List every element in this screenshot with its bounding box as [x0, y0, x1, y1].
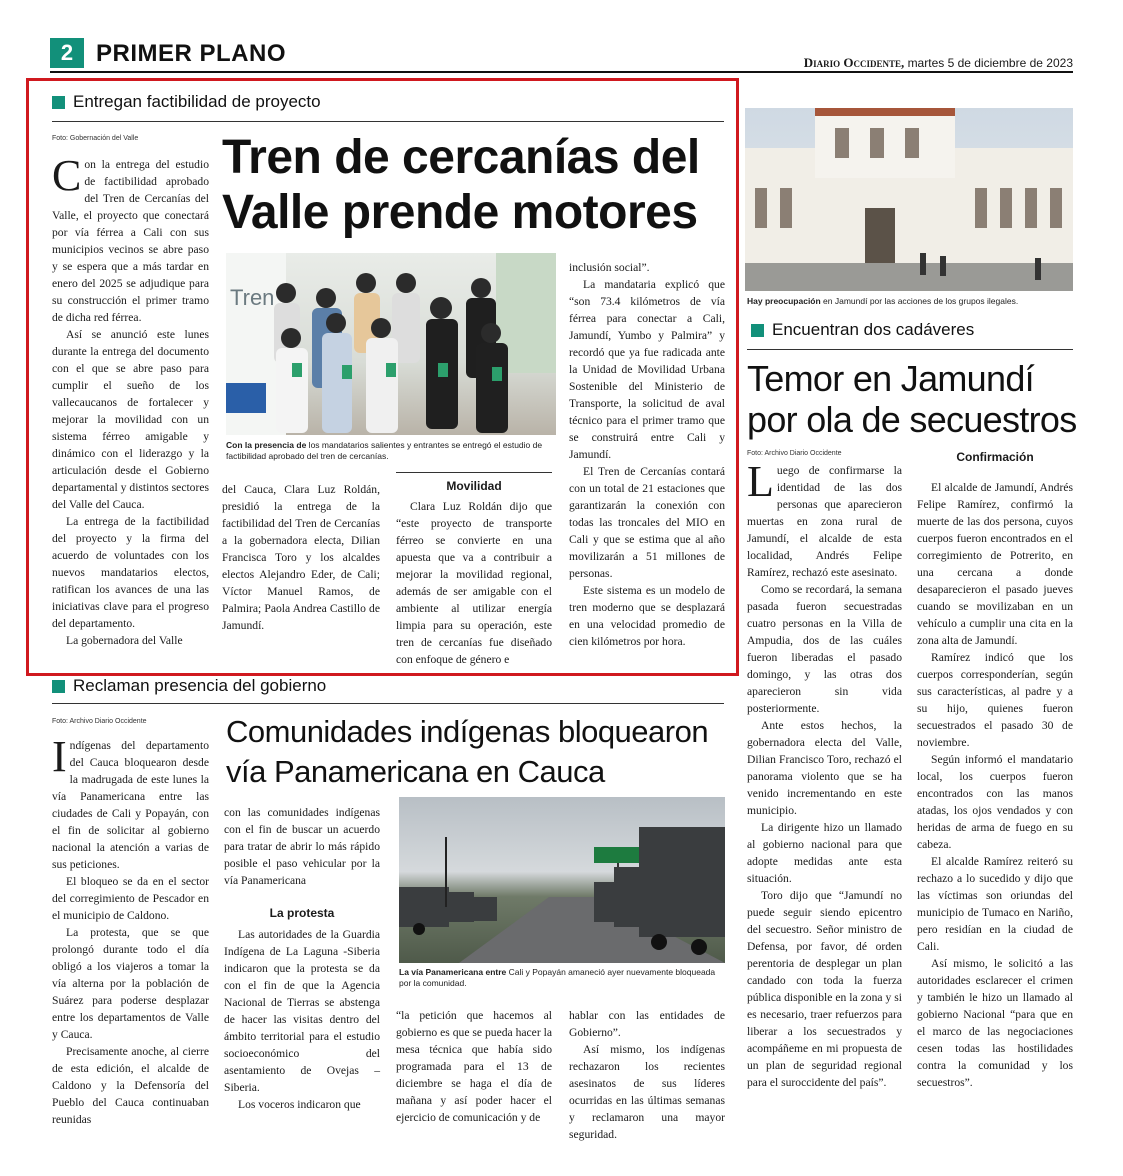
story2-rule — [747, 349, 1073, 350]
story3-col4-p2: Así mismo, los indígenas rechazaron los recientes asesinatos de sus líderes ocurridas en las últimas semanas y reclamaron una mayor seguridad. — [569, 1043, 725, 1141]
story2-col2 — [917, 479, 1073, 1139]
story2-col2-p2: Ramírez indicó que los cuerpos corresponderían, según sus características, al padre y a su hijo, quienes fueron secuestrados el pasado 30 de noviembre. — [917, 651, 1073, 749]
story2-col1-p3: Ante estos hechos, la gobernadora electa del Valle, Dilian Francisco Toro, rechazó el panorama violento que se ha venido incrementando en este municipio. — [747, 719, 902, 817]
story1-col1-first: on la entrega del estudio de factibilidad aprobado del Tren de Cercanías del Valle, el proyecto que conectará por vía férrea a Cali con sus municipios vecinos se abre paso y se espera que a más tardar en enero del 2025 se adjudique para su construcción el primer tramo de dicha red férrea. — [52, 158, 209, 324]
story2-subhead: Confirmación — [956, 450, 1034, 464]
story1-caption-rest: los mandatarios salientes y entrantes se entregó el estudio de factibilidad aprobado del tren de cercanías. — [226, 440, 543, 461]
story2-col2-p1: El alcalde de Jamundí, Andrés Felipe Ramírez, confirmó la muerte de las dos persona, cuyos cuerpos fueron encontrados en el corregimiento de Potrerito, en una cercana a donde desaparecieron el pasado jueves cuando se movilizaban en un vehículo a cumplir una cita en la zona alta de Jamundí. — [917, 481, 1073, 647]
story1-col3-rule — [396, 472, 552, 473]
story1-col4-p3: Este sistema es un modelo de tren moderno que se desplazará en una velocidad promedio de cien kilómetros por hora. — [569, 584, 725, 648]
story2-col1-p4: La dirigente hizo un llamado al gobierno nacional para que adopte medidas ante esta situación. — [747, 821, 902, 885]
story3-col3-text: “la petición que hacemos al gobierno es que se pueda hacer la mesa técnica que había sido programada para el 13 de diciembre se haga el día de mañana y así poder hacer el ejercicio de comunicación y de — [396, 1009, 552, 1124]
section-title: PRIMER PLANO — [96, 40, 287, 67]
story3-col4-p1: hablar con las entidades de Gobierno”. — [569, 1009, 725, 1039]
story1-kicker — [52, 92, 321, 112]
story1-subhead: Movilidad — [446, 479, 502, 493]
story2-caption — [747, 296, 1073, 307]
kicker-square-icon — [52, 680, 65, 693]
story2-col2-p4: El alcalde Ramírez reiteró su rechazo a lo sucedido y dijo que las víctimas son oriundas del municipio de Tumaco en Nariño, pero residían en la ciudad de Cali. — [917, 855, 1073, 953]
story3-dropcap: I — [52, 732, 67, 781]
paper-name: Diario Occidente, — [803, 55, 905, 70]
story1-col4-p1: La mandataria explicó que “son 73.4 kilómetros de vía férrea para conectar a Cali, Jamundí, Yumbo y Palmira” y recordó que ya fue radicada ante la Unidad de Movilidad Urbana Sostenible del Ministerio de Transporte, la solicitud de aval técnico para el primer tramo que se construirá entre Cali y Jamundí. — [569, 278, 725, 461]
story2-caption-rest: en Jamundí por las acciones de los grupos ilegales. — [820, 296, 1019, 306]
story3-rule — [52, 703, 724, 704]
story1-photo — [226, 253, 556, 435]
story3-col2-top: con las comunidades indígenas con el fin de buscar un acuerdo para tratar de abrir lo más rápido posible el paso vehicular por la vía Panamericana — [224, 806, 380, 887]
story1-dropcap: C — [52, 151, 82, 200]
story3-col4 — [569, 1007, 725, 1141]
kicker-square-icon — [52, 96, 65, 109]
story2-col1 — [747, 457, 902, 1132]
story3-col2-p1: Las autoridades de la Guardia Indígena de La Laguna -Siberia indicaron que la protesta se da con el fin de que la Agencia Nacional de Tierras se abstenga de hacer las visitas dentro del ámbito territorial para el estudio socioeconómico del asentamiento de Ovejas – Siberia. — [224, 928, 380, 1094]
story2-kicker-text: Encuentran dos cadáveres — [772, 320, 975, 339]
story1-photo-credit: Foto: Gobernación del Valle — [52, 135, 139, 142]
story3-col3 — [396, 1007, 552, 1132]
story1-col3-text: Clara Luz Roldán dijo que “este proyecto de transporte férreo se convierte en una apuesta que va a contribuir a mejorar la movilidad regional, además de ser amigable con el ambiente al utilizar energía limpia para su operación, este tren de cercanías fue diseñado con enfoque de género e — [396, 500, 552, 666]
story3-headline — [226, 712, 726, 792]
story1-col4-top: inclusión social”. — [569, 261, 650, 274]
story3-headline-line2: vía Panamericana en Cauca — [226, 754, 605, 789]
story1-headline-line2: Valle prende motores — [222, 186, 698, 239]
story3-caption-rest: Cali y Popayán amaneció ayer nuevamente bloqueada por la comunidad. — [399, 967, 716, 988]
road-blockade-illustration — [399, 797, 725, 963]
story1-rule — [52, 121, 724, 122]
kicker-square-icon — [751, 324, 764, 337]
story1-caption — [226, 440, 556, 462]
story2-col2-p3: Según informó el mandatario local, los cuerpos fueron encontrados con las manos atadas, los ojos vendados y con heridas de arma de fuego en su cabeza. — [917, 753, 1073, 851]
story1-kicker-text: Entregan factibilidad de proyecto — [73, 92, 321, 111]
story2-kicker — [751, 320, 974, 340]
story3-photo-credit: Foto: Archivo Diario Occidente — [52, 718, 147, 725]
issue-date: martes 5 de diciembre de 2023 — [907, 56, 1073, 70]
header-dateline — [804, 55, 1073, 71]
story2-headline-line1: Temor en Jamundí — [747, 358, 1034, 399]
story1-col4 — [569, 259, 725, 650]
story3-col1-p2: El bloqueo se da en el sector del corregimiento de Pescador en el municipio de Caldono. — [52, 875, 209, 922]
svg-text:Tren: Tren — [230, 285, 275, 310]
story3-col2 — [224, 804, 380, 1134]
story3-col2-p2: Los voceros indicaron que — [238, 1098, 361, 1111]
story1-caption-bold: Con la presencia de — [226, 440, 307, 450]
story2-col1-p2: Como se recordará, la semana pasada fueron secuestradas cuatro personas en la Villa de Ampudia, dos de las cuáles fueron liberadas el pasado domingo, y las otras dos aparecieron sin vida posteriormente. — [747, 583, 902, 715]
story2-headline — [747, 358, 1077, 440]
story1-col1-p2: Así se anunció este lunes durante la entrega del documento con el que se abre paso para cumplir el sueño de los vallecaucanos de fortalecer y mejorar la movilidad con un sistema férreo amigable y dinámico con el liderazgo y la articulación desde el Gobierno departamental y distintos sectores del Valle del Cauca. — [52, 328, 209, 511]
story1-headline-line1: Tren de cercanías del — [222, 131, 700, 184]
story2-col1-p5: Toro dijo que “Jamundí no puede seguir siendo epicentro del secuestro. Señor ministro de Defensa, por favor, dé orden perentoria de desplegar un plan candado con toda la fuerza pública disponible en la zona y si es necesario, traer refuerzos para liberar a los secuestrados y acompáñeme en mi propuesta de un plan de seguridad regional para el suroccidente del país”. — [747, 889, 902, 1089]
story3-subhead: La protesta — [269, 906, 335, 920]
story3-kicker — [52, 676, 326, 696]
story1-col1-p4: La gobernadora del Valle — [66, 634, 183, 647]
story3-col1-p4: Precisamente anoche, al cierre de esta edición, el alcalde de Caldono y la Defensoría del Pueblo del Cauca continuaban reunidas — [52, 1045, 209, 1126]
story3-kicker-text: Reclaman presencia del gobierno — [73, 676, 327, 695]
story2-col1-first: uego de confirmarse la identidad de las dos personas que aparecieron muertas en zona rural de Jamundí, el alcalde de esta localidad, Andrés Felipe Ramírez, rechazó este asesinato. — [747, 464, 902, 579]
story3-col1-first: ndígenas del departamento del Cauca bloquearon desde la madrugada de este lunes la vía Panamericana entre las ciudades de Cali y Popayán, con el fin de solicitar al gobierno nacional la atención a varias de sus peticiones. — [52, 739, 209, 871]
story1-col2-text: del Cauca, Clara Luz Roldán, presidió la entrega de la factibilidad del Tren de Cercanías a la gobernadora electa, Dilian Francisca Toro y los alcaldes electos Alejandro Eder, de Cali; Víctor Manuel Ramos, de Palmira; Paola Andrea Castillo de Jamundí. — [222, 483, 380, 632]
story1-col2 — [222, 481, 380, 634]
page-number: 2 — [60, 40, 74, 65]
story2-photo — [745, 108, 1073, 291]
story2-headline-line2: por ola de secuestros — [747, 399, 1077, 440]
story2-dropcap: L — [747, 457, 774, 506]
story1-headline — [222, 130, 732, 240]
story1-col1 — [52, 151, 209, 671]
header-rule — [50, 71, 1073, 73]
story1-col3 — [396, 498, 552, 668]
story3-caption — [399, 967, 725, 989]
story2-caption-bold: Hay preocupación — [747, 296, 821, 306]
story1-col1-p3: La entrega de la factibilidad del proyecto y la firma del acuerdo de voluntades con los nuevos mandatarios electos, ratifican los avances de una las iniciativas clave para el progreso del departamento. — [52, 515, 209, 630]
story2-photo-credit: Foto: Archivo Diario Occidente — [747, 450, 842, 457]
story1-col4-p2: El Tren de Cercanías contará con un total de 21 estaciones que garantizarán la conexión con todas las troncales del MIO en Cali y que se estima que al año movilizarán a 51 millones de personas. — [569, 465, 725, 580]
story3-col1 — [52, 732, 209, 1132]
story3-photo — [399, 797, 725, 963]
ceremony-photo-illustration — [226, 253, 556, 435]
story2-col2-p5: Así mismo, le solicitó a las autoridades esclarecer el crimen y también le hizo un llamado al gobierno Nacional “para que en el marco de las negociaciones cesen todas las hostilidades contra la comunidad y los secuestros”. — [917, 957, 1073, 1089]
story3-col1-p3: La protesta, que se que prolongó durante todo el día obligó a los viajeros a tomar la vía alterna por la población de Suárez para poderse desplazar entre los departamentos de Valle y Cauca. — [52, 926, 209, 1041]
building-photo-illustration — [745, 108, 1073, 291]
story3-caption-bold: La vía Panamericana entre — [399, 967, 507, 977]
story3-headline-line1: Comunidades indígenas bloquearon — [226, 714, 709, 749]
